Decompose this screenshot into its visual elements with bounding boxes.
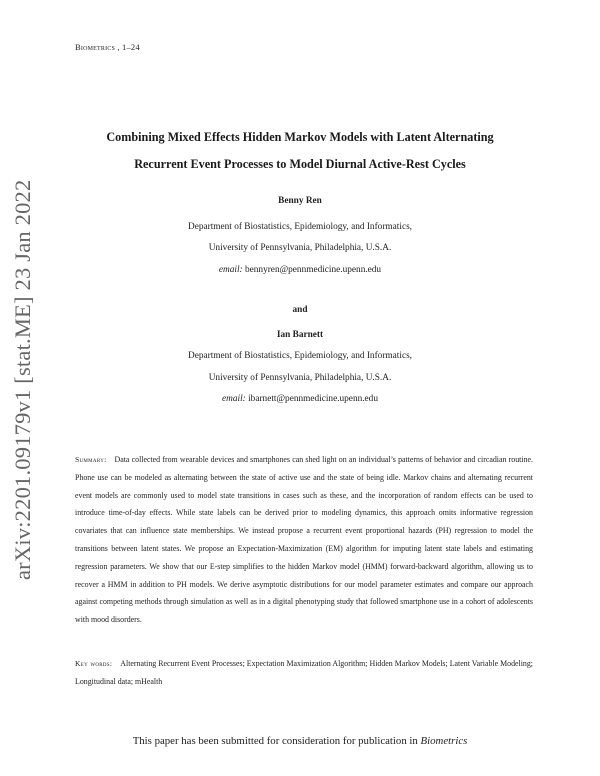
submission-note (60, 735, 540, 747)
abstract-label: Summary: (75, 455, 107, 464)
author-name-1: Benny Ren (278, 196, 322, 206)
author-dept-2: Department of Biostatistics, Epidemiology, and Informatics, (187, 351, 413, 361)
email-address[interactable]: ibarnett@pennmedicine.upenn.edu (245, 394, 378, 404)
paper-title (60, 124, 540, 178)
and-separator: and (292, 305, 308, 315)
keywords-label: Key words: (75, 659, 113, 668)
author-univ-1: University of Pennsylvania, Philadelphia, U.S.A. (208, 243, 392, 253)
journal-name: Biometrics (75, 42, 116, 52)
title-line-2: Recurrent Event Processes to Model Diurnal Active-Rest Cycles (134, 157, 466, 171)
keywords (75, 655, 533, 691)
abstract-text: Data collected from wearable devices and smartphones can shed light on an individual’s patterns of behavior and circadian routine. Phone use can be modeled as alternating between the state of active use and the state of being idle. Markov chains and alternating recurrent event models are commonly used to model state transitions in cases such as these, and the incorporation of random effects can be used to introduce time-of-day effects. While state labels can be derived prior to modeling dynamics, this approach omits informative regression covariates that can influence state memberships. We instead propose a recurrent event proportional hazards (PH) regression to model the transitions between latent states. We propose an Expectation-Maximization (EM) algorithm for imputing latent state labels and estimating regression parameters. We show that our E-step simplifies to the hidden Markov model (HMM) forward-backward algorithm, allowing us to recover a HMM in addition to PH models. We derive asymptotic distributions for our model parameter estimates and compare our approach against competing methods through simulation as well as in a digital phenotyping study that followed smartphone use in a cohort of adolescents with mood disorders. (75, 455, 533, 625)
title-line-1: Combining Mixed Effects Hidden Markov Models with Latent Alternating (106, 130, 494, 144)
author-email-1 (60, 265, 540, 275)
author-univ-2: University of Pennsylvania, Philadelphia, U.S.A. (208, 373, 392, 383)
running-header (75, 42, 140, 52)
submission-text: This paper has been submitted for consideration for publication in (132, 735, 421, 747)
arxiv-stamp[interactable]: arXiv:2201.09179v1 [stat.ME] 23 Jan 2022 (10, 179, 35, 580)
author-dept-1: Department of Biostatistics, Epidemiology, and Informatics, (187, 222, 413, 232)
submission-journal: Biometrics (420, 735, 468, 747)
email-label: email: (222, 394, 246, 404)
author-name-2: Ian Barnett (276, 330, 324, 340)
email-address[interactable]: bennyren@pennmedicine.upenn.edu (242, 265, 382, 275)
header-separator: , (115, 42, 122, 52)
keywords-text: Alternating Recurrent Event Processes; Expectation Maximization Algorithm; Hidden Markov Models; Latent Variable Modeling; Longitudinal data; mHealth (75, 659, 534, 686)
page-range: 1–24 (122, 42, 140, 52)
abstract (75, 451, 533, 629)
email-label: email: (218, 265, 243, 275)
author-email-2 (60, 394, 540, 404)
